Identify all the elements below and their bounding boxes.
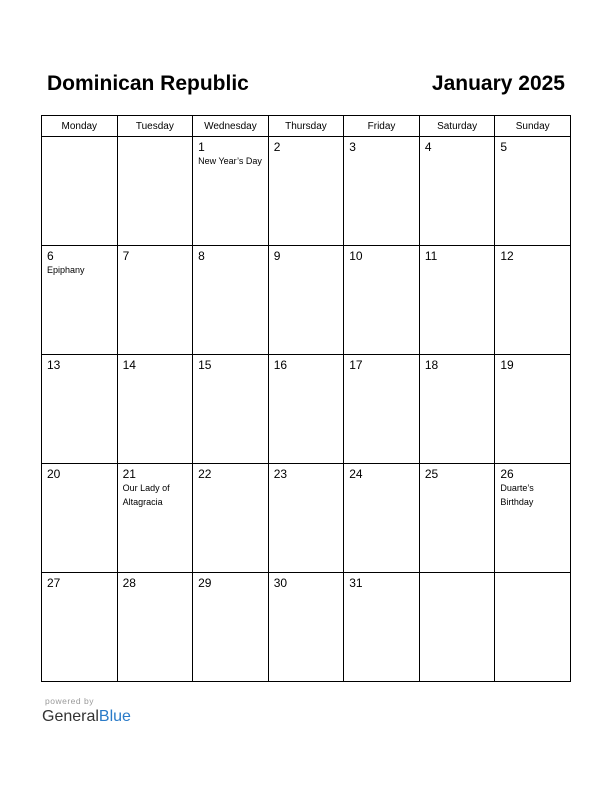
week-row bbox=[42, 355, 571, 464]
day-cell bbox=[117, 464, 193, 573]
day-number: 5 bbox=[500, 140, 508, 154]
weekday-tuesday: Tuesday bbox=[117, 116, 193, 137]
day-cell bbox=[419, 246, 495, 355]
day-number: 11 bbox=[424, 249, 438, 263]
day-cell bbox=[344, 246, 420, 355]
brand-blue: Blue bbox=[98, 708, 131, 725]
day-number: 14 bbox=[122, 358, 136, 372]
powered-by-text: powered by bbox=[45, 696, 94, 706]
day-number: 3 bbox=[349, 140, 356, 154]
day-number: 20 bbox=[47, 467, 61, 481]
day-cell bbox=[419, 464, 495, 573]
day-number: 23 bbox=[273, 467, 288, 481]
footer-branding bbox=[42, 696, 131, 726]
weekday-saturday: Saturday bbox=[419, 116, 495, 137]
brand-general: General bbox=[42, 708, 99, 725]
empty-day-cell bbox=[419, 573, 495, 682]
weekday-monday: Monday bbox=[42, 116, 118, 137]
brand-logo bbox=[42, 707, 131, 726]
day-cell bbox=[117, 355, 193, 464]
holiday-label: Duarte’s Birthday bbox=[500, 483, 534, 507]
day-number: 22 bbox=[198, 467, 212, 481]
day-cell bbox=[344, 464, 420, 573]
calendar-body bbox=[42, 137, 571, 682]
day-cell bbox=[344, 573, 420, 682]
day-number: 27 bbox=[47, 576, 61, 590]
day-cell bbox=[495, 464, 571, 573]
empty-day-cell bbox=[42, 137, 118, 246]
weekday-friday: Friday bbox=[344, 116, 420, 137]
day-cell bbox=[42, 246, 118, 355]
day-number: 26 bbox=[500, 467, 514, 481]
day-cell bbox=[193, 137, 269, 246]
weekday-wednesday: Wednesday bbox=[193, 116, 269, 137]
holiday-label: Epiphany bbox=[47, 265, 85, 275]
day-cell bbox=[495, 355, 571, 464]
weekday-sunday: Sunday bbox=[495, 116, 571, 137]
day-cell bbox=[495, 137, 571, 246]
day-number: 6 bbox=[47, 249, 54, 263]
week-row bbox=[42, 573, 571, 682]
day-cell bbox=[193, 464, 269, 573]
day-number: 18 bbox=[424, 358, 439, 372]
day-number: 19 bbox=[500, 358, 514, 372]
week-row bbox=[42, 246, 571, 355]
day-cell bbox=[42, 573, 118, 682]
day-cell bbox=[419, 355, 495, 464]
day-cell bbox=[268, 573, 344, 682]
day-number: 10 bbox=[349, 249, 363, 263]
day-number: 30 bbox=[273, 576, 288, 590]
empty-day-cell bbox=[495, 573, 571, 682]
day-number: 17 bbox=[349, 358, 363, 372]
day-cell bbox=[268, 246, 344, 355]
day-number: 8 bbox=[198, 249, 205, 263]
holiday-label: Our Lady of Altagracia bbox=[122, 483, 170, 507]
day-number: 12 bbox=[500, 249, 514, 263]
day-number: 15 bbox=[198, 358, 212, 372]
day-number: 25 bbox=[424, 467, 439, 481]
calendar-grid bbox=[41, 115, 571, 682]
day-cell bbox=[344, 355, 420, 464]
day-number: 29 bbox=[198, 576, 212, 590]
day-number: 1 bbox=[198, 140, 205, 154]
day-cell bbox=[42, 355, 118, 464]
week-row bbox=[42, 464, 571, 573]
country-title: Dominican Republic bbox=[47, 72, 249, 95]
day-cell bbox=[193, 355, 269, 464]
day-number: 13 bbox=[47, 358, 61, 372]
day-number: 31 bbox=[349, 576, 363, 590]
day-cell bbox=[268, 137, 344, 246]
day-cell bbox=[193, 573, 269, 682]
day-cell bbox=[117, 573, 193, 682]
weekday-header-row bbox=[42, 116, 571, 137]
weekday-thursday: Thursday bbox=[268, 116, 344, 137]
holiday-label: New Year’s Day bbox=[198, 156, 262, 166]
day-number: 16 bbox=[273, 358, 288, 372]
day-cell bbox=[344, 137, 420, 246]
day-number: 9 bbox=[273, 249, 281, 263]
day-cell bbox=[42, 464, 118, 573]
month-year-title: January 2025 bbox=[431, 72, 565, 95]
day-cell bbox=[268, 464, 344, 573]
day-number: 2 bbox=[273, 140, 281, 154]
empty-day-cell bbox=[117, 137, 193, 246]
day-cell bbox=[419, 137, 495, 246]
day-cell bbox=[117, 246, 193, 355]
day-number: 4 bbox=[424, 140, 432, 154]
day-number: 28 bbox=[122, 576, 136, 590]
day-number: 24 bbox=[349, 467, 363, 481]
day-cell bbox=[268, 355, 344, 464]
week-row bbox=[42, 137, 571, 246]
day-number: 7 bbox=[122, 249, 130, 263]
day-cell bbox=[193, 246, 269, 355]
day-cell bbox=[495, 246, 571, 355]
day-number: 21 bbox=[122, 467, 136, 481]
